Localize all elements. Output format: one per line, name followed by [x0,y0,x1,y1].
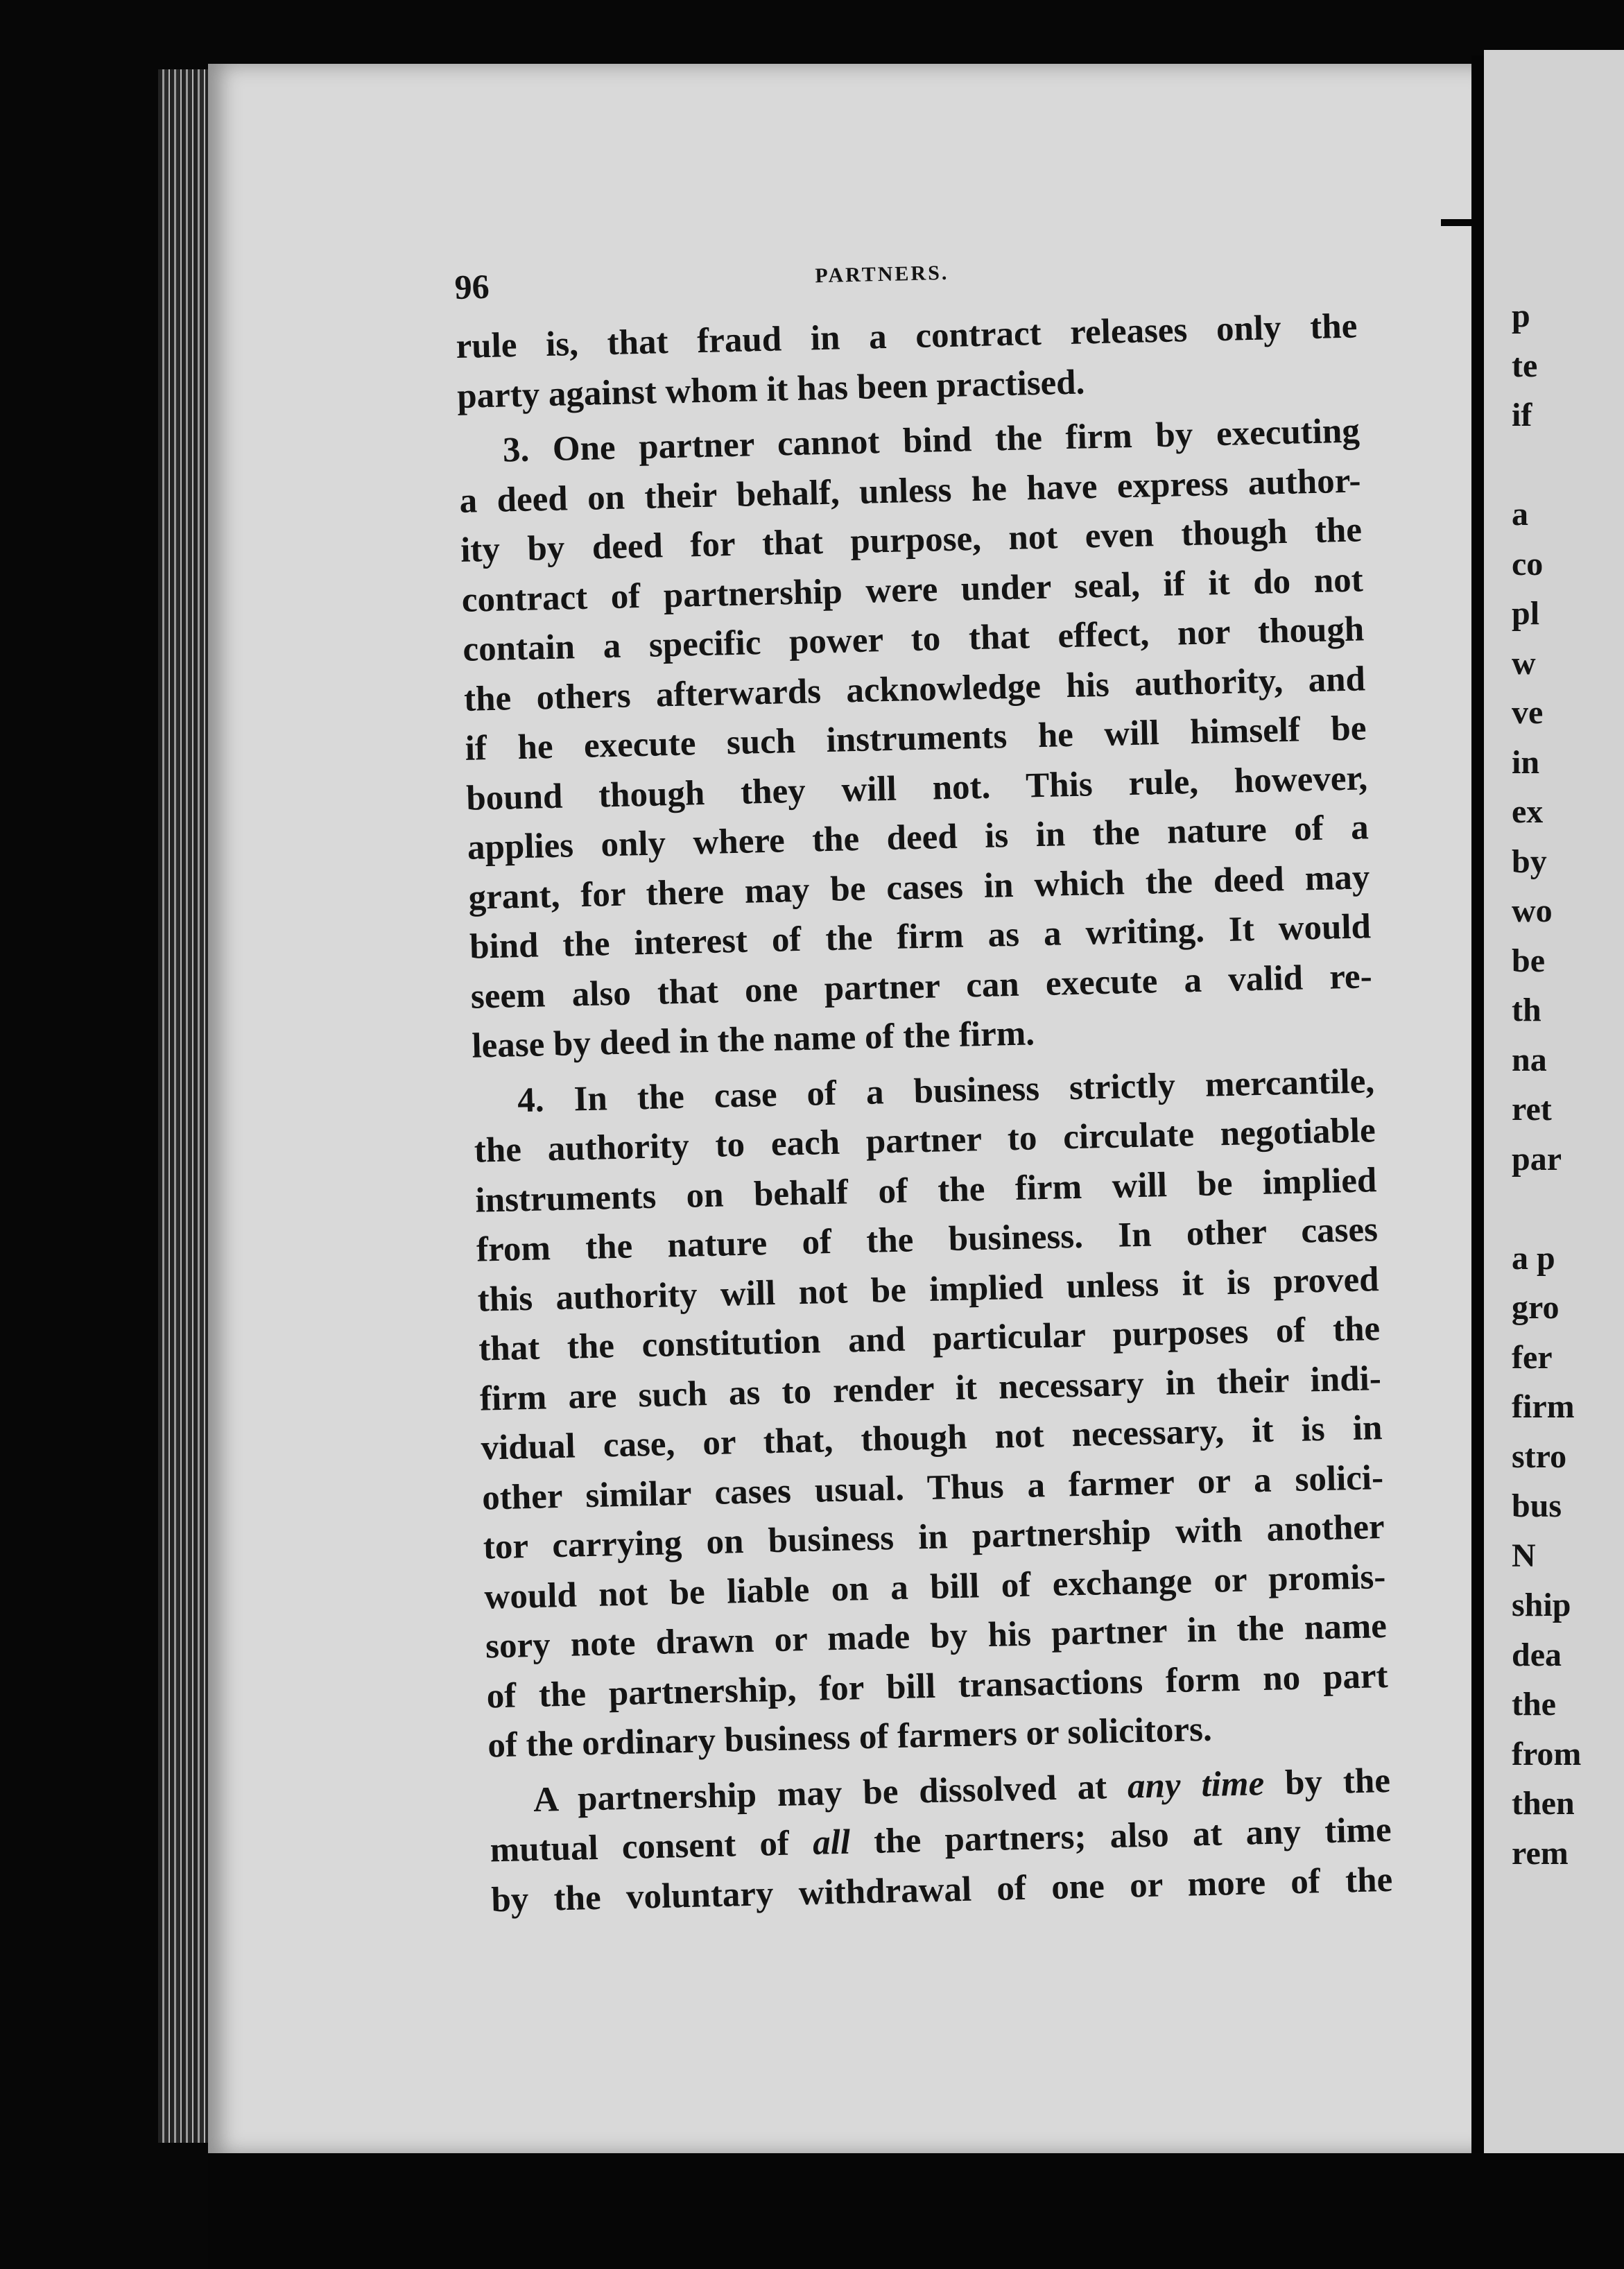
page-text-block [454,247,1393,1926]
text-line: if he execute such instruments he will himself be [465,709,1367,768]
text-run: the partners; also at any time [849,1810,1392,1862]
facing-page-fragment: w [1512,644,1536,682]
facing-page-fragment: ex [1512,793,1544,830]
facing-page-fragment: wo [1512,892,1553,929]
text-line: bind the interest of the firm as a writing. It would [469,907,1372,967]
text-line: ity by deed for that purpose, not even though the [460,510,1363,570]
text-line: bound though they will not. This rule, however, [465,758,1368,818]
text-line: would not be liable on a bill of exchange or promis- [483,1557,1386,1616]
facing-page-fragment: ship [1512,1587,1571,1623]
text-run: mutual consent of [490,1823,813,1870]
text-line: instruments on behalf of the firm will be implied [474,1160,1377,1220]
facing-page-fragment: by [1512,843,1547,880]
text-line: lease by deed in the name of the firm. [471,1014,1035,1066]
facing-page-fragment: a p [1512,1239,1555,1277]
facing-page-fragment: then [1512,1785,1575,1822]
text-line: vidual case, or that, though not necessary, it is in [481,1408,1383,1468]
text-line: 3. One partner cannot bind the firm by executing [502,411,1360,470]
facing-page-fragment: stro [1512,1438,1567,1475]
text-line: a deed on their behalf, unless he have express author- [459,460,1361,521]
facing-page-fragment: a [1512,496,1528,533]
facing-page-fragment: in [1512,743,1540,781]
text-line: that the constitution and particular purposes of the [478,1309,1381,1369]
final-paragraph-line-3: by the voluntary withdrawal of one or more of the [490,1860,1393,1919]
facing-page-fragment: na [1512,1041,1547,1078]
facing-page-fragment: pl [1512,595,1540,632]
text-line: firm are such as to render it necessary in their indi- [479,1358,1382,1419]
facing-page-fragment: if [1512,397,1532,433]
facing-page-fragment: th [1512,992,1541,1028]
facing-page-fragment: dea [1512,1636,1562,1673]
bottom-shadow [208,2153,1624,2269]
facing-page-fragment: firm [1512,1388,1575,1425]
facing-page-fragment: rem [1512,1834,1569,1872]
text-line: the authority to each partner to circulate negotiable [474,1111,1376,1171]
text-line: contain a specific power to that effect, nor though [462,610,1365,669]
facing-page-fragment: N [1512,1537,1536,1574]
text-line: sory note drawn or made by his partner in the name [485,1607,1388,1666]
text-line: tor carrying on business in partnership with another [483,1508,1385,1567]
text-line: from the nature of the business. In other cases [476,1210,1379,1270]
facing-page-fragment: gro [1512,1289,1560,1326]
running-title: PARTNERS. [815,261,949,288]
text-line: contract of partnership were under seal, if it do not [461,560,1364,620]
text-line: rule is, that fraud in a contract releases only the [455,307,1358,366]
text-line: applies only where the deed is in the nature of a [467,808,1370,868]
facing-page-fragment: bus [1512,1487,1562,1524]
facing-page-fragment: par [1512,1140,1562,1177]
text-line: seem also that one partner can execute a valid re- [470,956,1373,1017]
facing-page-fragments [1512,291,1624,1878]
text-line: of the partnership, for bill transactions form no part [486,1656,1389,1716]
text-line: party against whom it has been practised. [456,362,1085,416]
text-line: this authority will not be implied unless it is proved [477,1259,1380,1320]
facing-page-fragment: co [1512,545,1544,583]
facing-page-fragment [1512,440,1624,490]
facing-page-fragment: from [1512,1735,1582,1772]
text-line: other similar cases usual. Thus a farmer or a solici- [481,1458,1384,1518]
page-number: 96 [454,266,490,307]
facing-page-fragment: fer [1512,1338,1553,1376]
book-spine-edge [158,69,215,2143]
text-line: of the ordinary business of farmers or solicitors. [487,1709,1213,1766]
facing-page-fragment: ret [1512,1091,1552,1128]
italic-run: all [812,1822,851,1863]
facing-page-fragment: be [1512,942,1545,979]
facing-page-fragment: ve [1512,694,1544,731]
text-run: A partnership may be dissolved at [533,1767,1128,1820]
italic-run: any time [1127,1763,1265,1806]
body-text [456,302,1390,1770]
facing-page-fragment: te [1512,347,1538,384]
text-line: grant, for there may be cases in which the deed may [467,857,1370,917]
text-run: by the [1263,1761,1391,1803]
page-gutter [1471,55,1484,2171]
text-line: the others afterwards acknowledge his authority, and [463,659,1366,719]
facing-page-fragment: p [1512,297,1530,334]
facing-page-fragment [1512,1184,1624,1234]
text-line: 4. In the case of a business strictly mercantile, [517,1061,1375,1120]
facing-page-fragment: the [1512,1686,1556,1723]
